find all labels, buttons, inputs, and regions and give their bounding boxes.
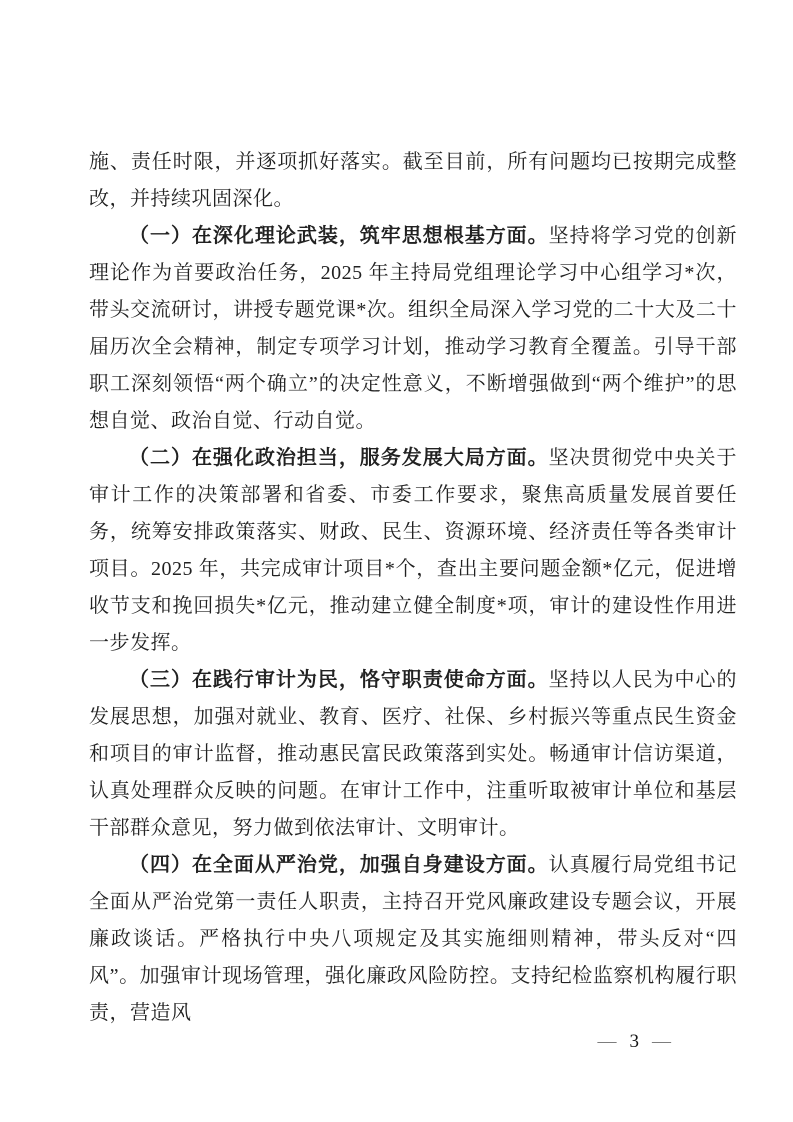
section-body-2: 坚决贯彻党中央关于审计工作的决策部署和省委、市委工作要求，聚焦高质量发展首要任务，统筹安排政策落实、财政、民生、资源环境、经济责任等各类审计项目。2025 年，共完成审计项目*个，查出主要问题金额*亿元，促进增收节支和挽回损失*亿元，推动建立健全制度*项，审计的建设性作用进一步发挥。 [89, 447, 738, 654]
page-number-dash-left: — [597, 1031, 617, 1052]
section-body-4: 认真履行局党组书记全面从严治党第一责任人职责，主持召开党风廉政建设专题会议，开展廉政谈话。严格执行中央八项规定及其实施细则精神，带头反对“四风”。加强审计现场管理，强化廉政风险防控。支持纪检监察机构履行职责，营造风 [89, 854, 738, 1024]
section-heading-4: （四）在全面从严治党，加强自身建设方面。 [129, 854, 549, 876]
section-body-1: 坚持将学习党的创新理论作为首要政治任务，2025 年主持局党组理论学习中心组学习*次，带头交流研讨，讲授专题党课*次。组织全局深入学习党的二十大及二十届历次全会精神，制定专项学习计划，推动学习教育全覆盖。引导干部职工深刻领悟“两个确立”的决定性意义，不断增强做到“两个维护”的思想自觉、政治自觉、行动自觉。 [89, 225, 738, 432]
paragraph-section-3 [89, 662, 737, 847]
section-body-3: 坚持以人民为中心的发展思想，加强对就业、教育、医疗、社保、乡村振兴等重点民生资金和项目的审计监督，推动惠民富民政策落到实处。畅通审计信访渠道，认真处理群众反映的问题。在审计工作中，注重听取被审计单位和基层干部群众意见，努力做到依法审计、文明审计。 [89, 669, 738, 839]
paragraph-section-4 [89, 847, 737, 1032]
paragraph-continuation: 施、责任时限，并逐项抓好落实。截至目前，所有问题均已按期完成整改，并持续巩固深化。 [89, 151, 737, 210]
document-body [89, 144, 737, 1032]
page-number-value: 3 [629, 1031, 639, 1052]
section-heading-1: （一）在深化理论武装，筑牢思想根基方面。 [129, 225, 549, 247]
paragraph-section-1 [89, 218, 737, 440]
page-number-dash-right: — [652, 1031, 671, 1052]
paragraph-section-2 [89, 440, 737, 662]
page-number [598, 1028, 672, 1056]
section-heading-2: （二）在强化政治担当，服务发展大局方面。 [129, 447, 549, 469]
section-heading-3: （三）在践行审计为民，恪守职责使命方面。 [129, 669, 549, 691]
